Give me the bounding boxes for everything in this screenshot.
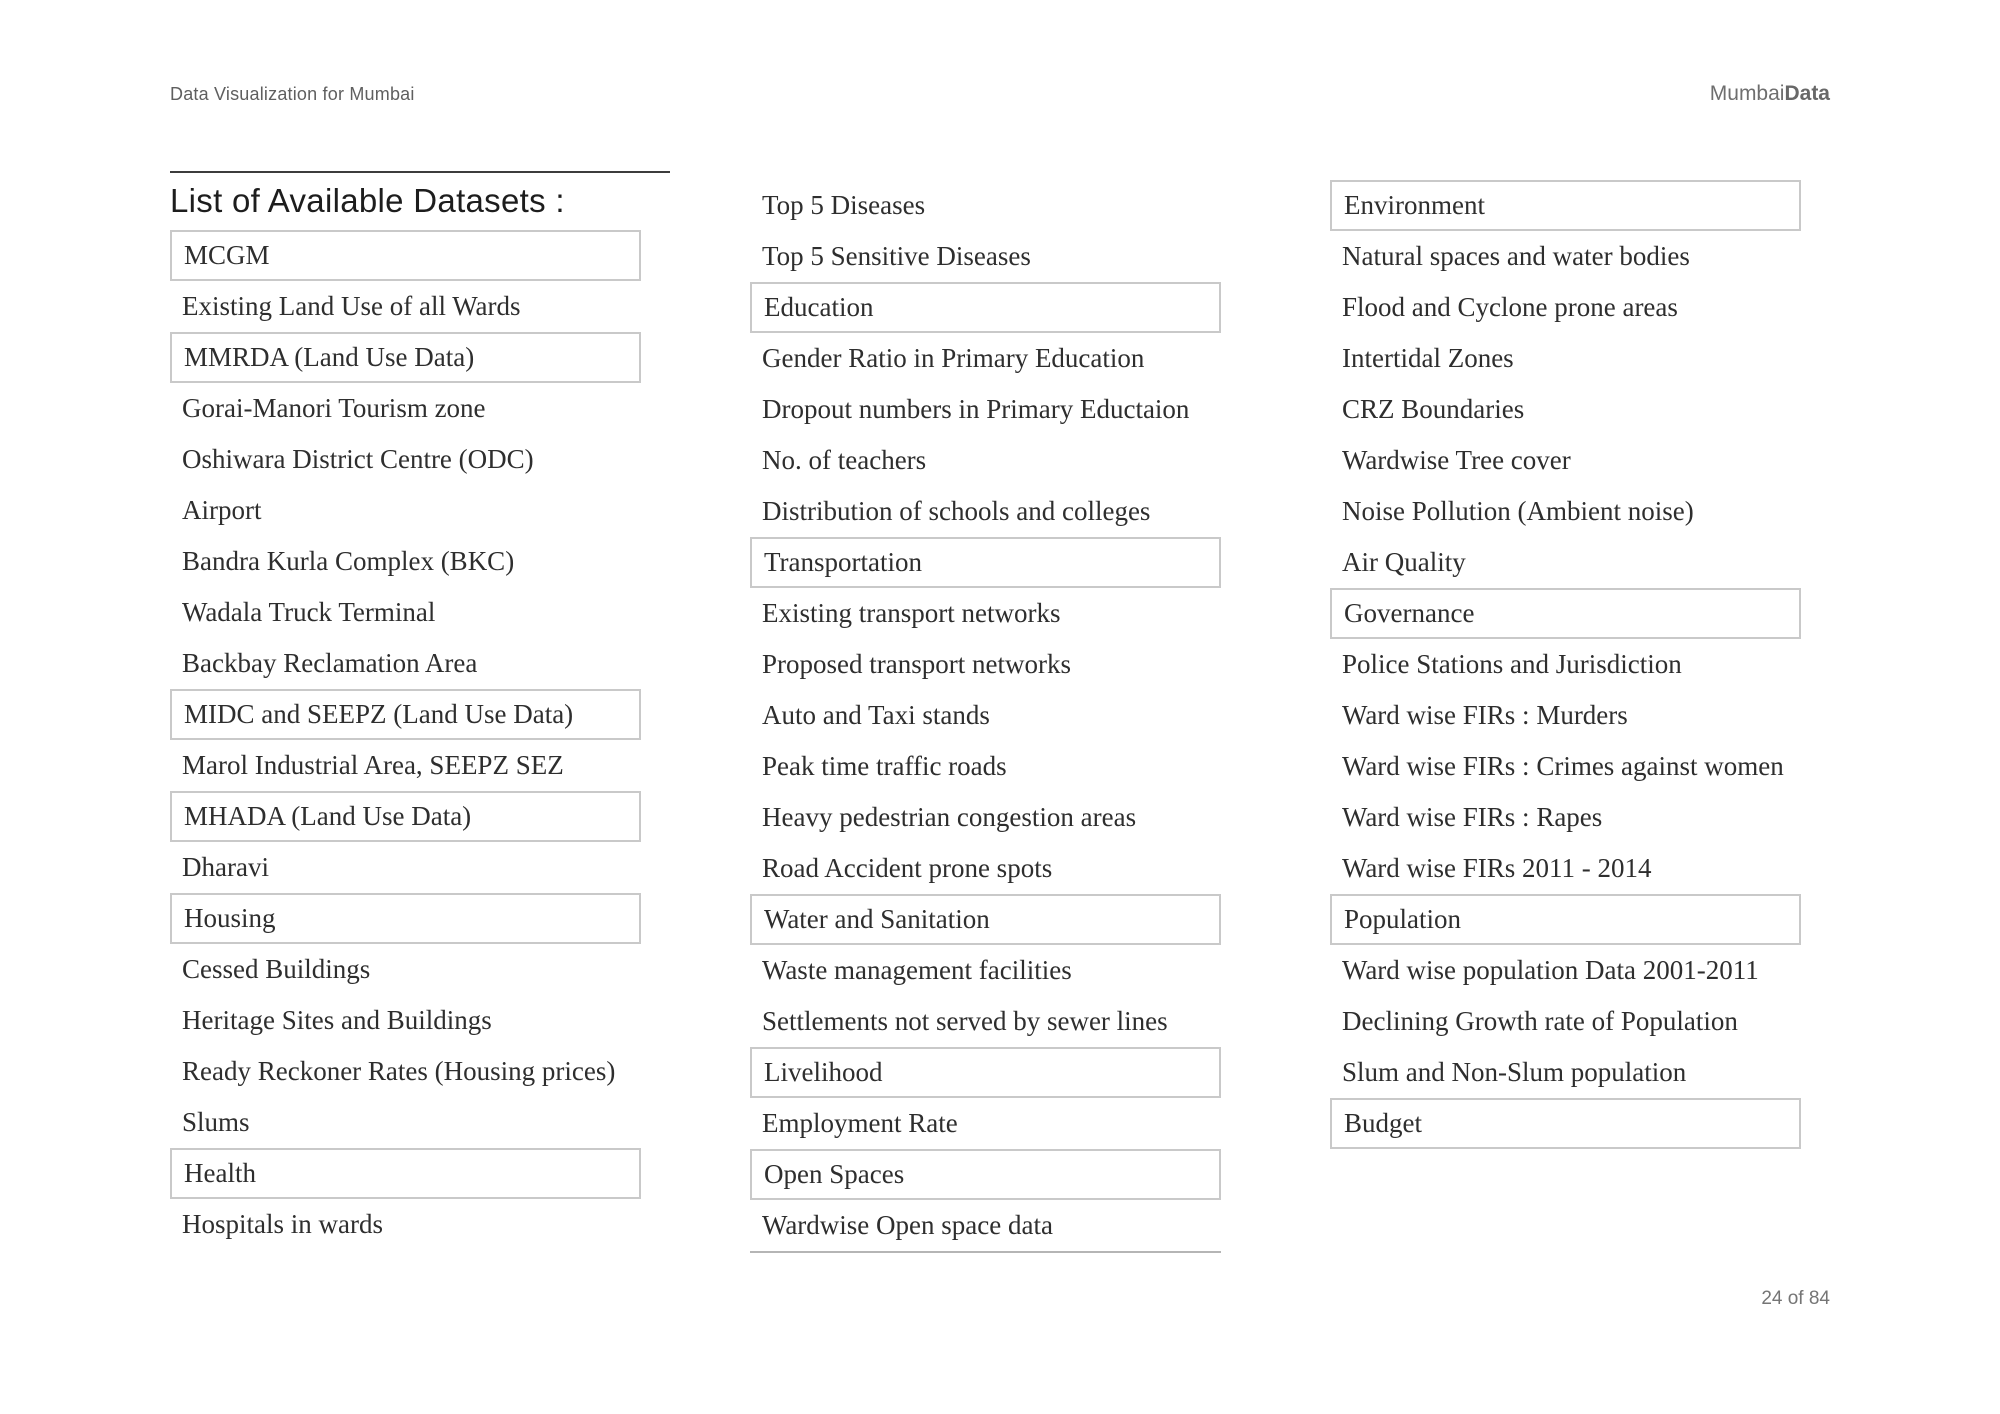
dataset-item: Employment Rate: [762, 1108, 958, 1138]
category-box: MMRDA (Land Use Data): [170, 332, 641, 383]
dataset-item: Waste management facilities: [762, 955, 1072, 985]
dataset-column-3: [1330, 180, 1801, 1149]
dataset-item: Flood and Cyclone prone areas: [1342, 292, 1678, 322]
category-box: Open Spaces: [750, 1149, 1221, 1200]
dataset-item: Gorai-Manori Tourism zone: [182, 393, 486, 423]
dataset-item: Peak time traffic roads: [762, 751, 1007, 781]
dataset-item: Ward wise FIRs : Murders: [1342, 700, 1628, 730]
dataset-item: Bandra Kurla Complex (BKC): [182, 546, 515, 576]
dataset-item: Noise Pollution (Ambient noise): [1342, 496, 1694, 526]
dataset-item: Backbay Reclamation Area: [182, 648, 478, 678]
brand-bold-part: Data: [1784, 82, 1830, 105]
category-box: Housing: [170, 893, 641, 944]
dataset-item: Natural spaces and water bodies: [1342, 241, 1690, 271]
category-box: Transportation: [750, 537, 1221, 588]
brand-logo: [1710, 82, 1830, 106]
dataset-item: Existing Land Use of all Wards: [182, 291, 521, 321]
category-box: Water and Sanitation: [750, 894, 1221, 945]
dataset-item: Police Stations and Jurisdiction: [1342, 649, 1682, 679]
column-bottom-rule: [750, 1251, 1221, 1253]
dataset-item: Settlements not served by sewer lines: [762, 1006, 1168, 1036]
category-box: Health: [170, 1148, 641, 1199]
category-box: Population: [1330, 894, 1801, 945]
dataset-item: Heritage Sites and Buildings: [182, 1005, 492, 1035]
dataset-item: Ward wise FIRs : Rapes: [1342, 802, 1603, 832]
category-box: MIDC and SEEPZ (Land Use Data): [170, 689, 641, 740]
dataset-item: Dharavi: [182, 852, 269, 882]
brand-regular-part: Mumbai: [1709, 82, 1785, 105]
dataset-item: Ward wise population Data 2001-2011: [1342, 955, 1759, 985]
dataset-item: Ward wise FIRs : Crimes against women: [1342, 751, 1784, 781]
category-box: MHADA (Land Use Data): [170, 791, 641, 842]
dataset-item: Air Quality: [1342, 547, 1466, 577]
page-title: List of Available Datasets :: [170, 182, 565, 219]
page-number: 24 of 84: [1761, 1288, 1830, 1309]
dataset-item: Distribution of schools and colleges: [762, 496, 1151, 526]
dataset-item: No. of teachers: [762, 445, 927, 475]
category-box: MCGM: [170, 230, 641, 281]
category-box: Budget: [1330, 1098, 1801, 1149]
dataset-item: Slum and Non-Slum population: [1342, 1057, 1687, 1087]
dataset-item: Wadala Truck Terminal: [182, 597, 436, 627]
dataset-item: Gender Ratio in Primary Education: [762, 343, 1145, 373]
dataset-item: Hospitals in wards: [182, 1209, 383, 1239]
dataset-item: CRZ Boundaries: [1342, 394, 1525, 424]
dataset-item: Cessed Buildings: [182, 954, 371, 984]
dataset-column-2: [750, 180, 1221, 1253]
dataset-item: Slums: [182, 1107, 250, 1137]
title-rule: [170, 171, 670, 173]
document-header-title: Data Visualization for Mumbai: [170, 84, 415, 104]
category-box: Livelihood: [750, 1047, 1221, 1098]
category-box: Environment: [1330, 180, 1801, 231]
dataset-item: Top 5 Diseases: [762, 190, 926, 220]
dataset-item: Top 5 Sensitive Diseases: [762, 241, 1031, 271]
dataset-item: Heavy pedestrian congestion areas: [762, 802, 1137, 832]
dataset-item: Auto and Taxi stands: [762, 700, 990, 730]
dataset-item: Existing transport networks: [762, 598, 1061, 628]
dataset-item: Ward wise FIRs 2011 - 2014: [1342, 853, 1652, 883]
dataset-item: Dropout numbers in Primary Eductaion: [762, 394, 1190, 424]
category-box: Education: [750, 282, 1221, 333]
dataset-item: Oshiwara District Centre (ODC): [182, 444, 534, 474]
dataset-item: Intertidal Zones: [1342, 343, 1514, 373]
category-box: Governance: [1330, 588, 1801, 639]
dataset-item: Wardwise Open space data: [762, 1210, 1053, 1240]
dataset-column-1: [170, 230, 641, 1250]
dataset-item: Airport: [182, 495, 262, 525]
dataset-item: Proposed transport networks: [762, 649, 1071, 679]
dataset-item: Road Accident prone spots: [762, 853, 1053, 883]
dataset-item: Marol Industrial Area, SEEPZ SEZ: [182, 750, 564, 780]
dataset-item: Ready Reckoner Rates (Housing prices): [182, 1056, 616, 1086]
dataset-item: Declining Growth rate of Population: [1342, 1006, 1738, 1036]
dataset-item: Wardwise Tree cover: [1342, 445, 1571, 475]
